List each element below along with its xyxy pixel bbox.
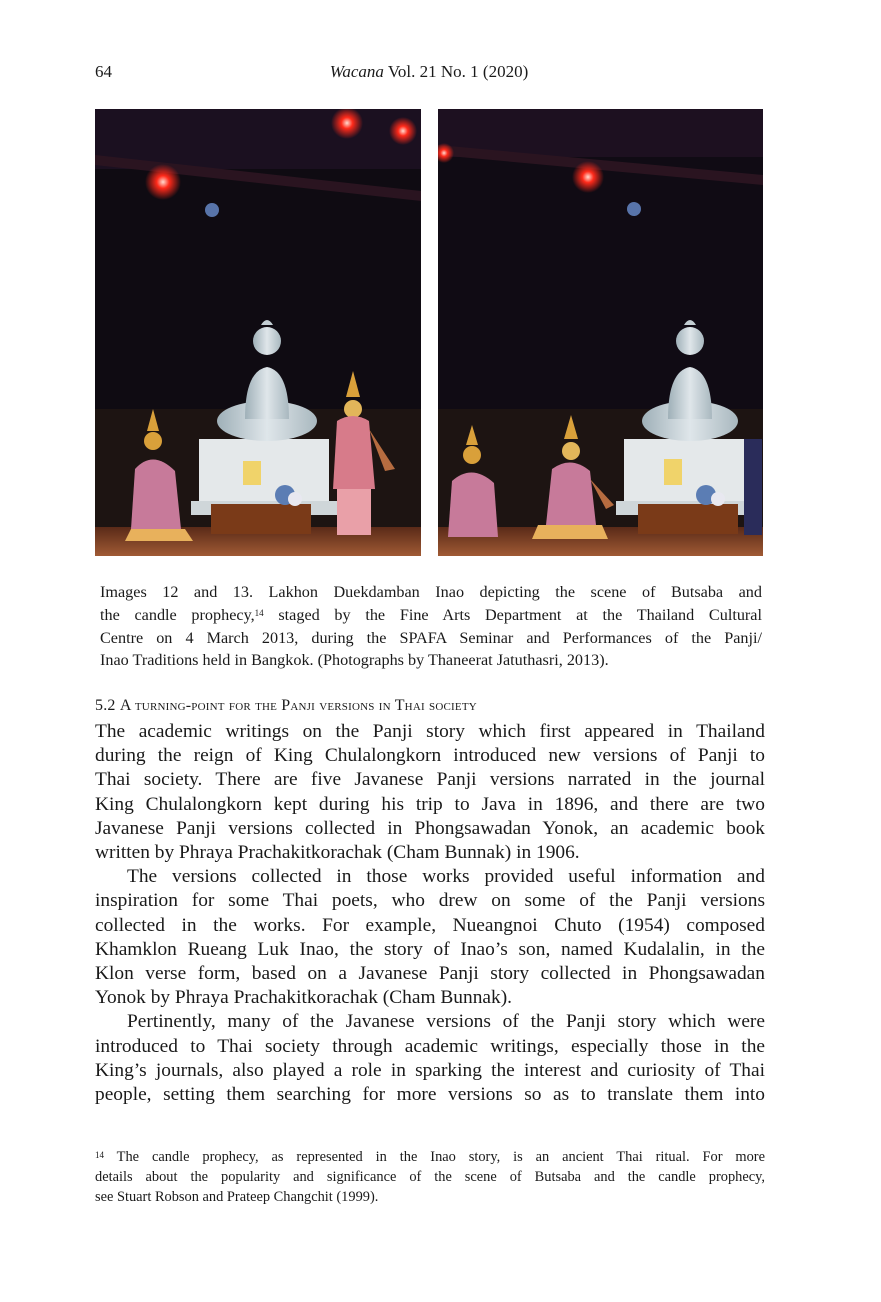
figure-caption — [100, 581, 762, 672]
text-line: Javanese Panji versions collected in Phongsawadan Yonok, an academic book — [95, 817, 765, 839]
text-line: collected in the works. For example, Nueangnoi Chuto (1954) composed — [95, 914, 765, 936]
section-heading — [95, 697, 763, 715]
caption-line — [100, 604, 762, 627]
stage-photo-right — [438, 109, 763, 556]
text-line: during the reign of King Chulalongkorn introduced new versions of Panji to — [95, 745, 765, 767]
text-line: Pertinently, many of the Javanese versions of the Panji story which were — [127, 1011, 765, 1033]
footnote-line: see Stuart Robson and Prateep Changchit (1999). — [95, 1189, 379, 1205]
caption-line: Inao Traditions held in Bangkok. (Photographs by Thaneerat Jatuthasri, 2013). — [100, 651, 609, 670]
photo-image-12 — [95, 109, 421, 556]
text-line: written by Phraya Prachakitkorachak (Cham Bunnak) in 1906. — [95, 842, 580, 864]
journal-issue: Vol. 21 No. 1 (2020) — [387, 62, 529, 81]
text-line: Thai society. There are five Javanese Panji versions narrated in the journal — [95, 769, 765, 791]
footnote-marker: 14 — [95, 1150, 104, 1160]
caption-line: Images 12 and 13. Lakhon Duekdamban Inao depicting the scene of Butsaba and — [100, 583, 762, 601]
footnote-line — [95, 1147, 765, 1167]
journal-title: Wacana — [329, 62, 384, 81]
section-title: A turning-point for the Panji versions in Thai society — [119, 697, 477, 714]
section-number: 5.2 — [95, 697, 116, 714]
paragraph-3 — [95, 1010, 765, 1107]
text-line: King Chulalongkorn kept during his trip to Java in 1896, and there are two — [95, 793, 765, 815]
text-line: people, setting them searching for more versions so as to translate them into — [95, 1084, 765, 1106]
text-line: Yonok by Phraya Prachakitkorachak (Cham Bunnak). — [95, 987, 513, 1009]
text-line: inspiration for some Thai poets, who drew on some of the Panji versions — [95, 890, 765, 912]
stage-photo-left — [95, 109, 421, 556]
running-title — [95, 62, 763, 82]
footnote — [95, 1147, 765, 1207]
text-line: The academic writings on the Panji story which first appeared in Thailand — [95, 721, 765, 742]
footnote-reference: 14 — [254, 607, 264, 618]
text-line: Khamklon Rueang Luk Inao, the story of Inao’s son, named Kudalalin, in the — [95, 938, 765, 960]
running-header — [95, 62, 763, 90]
text-line: The versions collected in those works provided useful information and — [127, 866, 765, 888]
text-line: introduced to Thai society through academic writings, especially those in the — [95, 1035, 765, 1057]
paragraph-2 — [95, 865, 765, 1010]
paragraph-1 — [95, 720, 765, 865]
footnote-text: The candle prophecy, as represented in the Inao story, is an ancient Thai ritual. For more — [116, 1149, 765, 1165]
caption-fragment: the candle prophecy, — [100, 605, 255, 624]
photo-image-13 — [438, 109, 763, 556]
footnote-line: details about the popularity and significance of the scene of Butsaba and the candle prophecy, — [95, 1169, 765, 1185]
text-line: Klon verse form, based on a Javanese Panji story collected in Phongsawadan — [95, 963, 765, 985]
page-number: 64 — [95, 62, 112, 81]
caption-fragment: staged by the Fine Arts Department at the Thailand Cultural — [278, 605, 762, 624]
text-line: King’s journals, also played a role in sparking the interest and curiosity of Thai — [95, 1059, 765, 1081]
body-text — [95, 720, 765, 1107]
caption-line: Centre on 4 March 2013, during the SPAFA Seminar and Performances of the Panji/ — [100, 628, 762, 647]
